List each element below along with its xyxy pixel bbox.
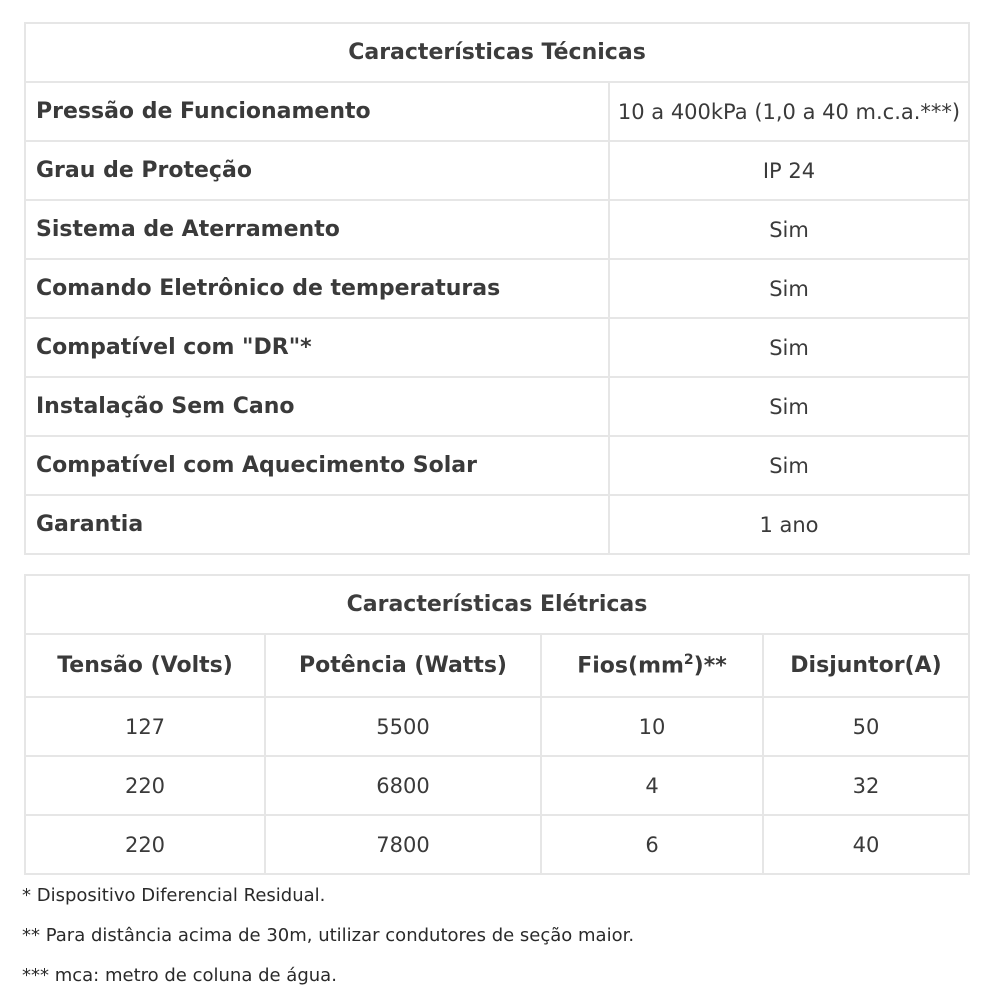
- breaker-cell: 32: [763, 756, 969, 815]
- spec-label: Compatível com Aquecimento Solar: [25, 436, 609, 495]
- table-row: [25, 200, 969, 259]
- spec-value: 10 a 400kPa (1,0 a 40 m.c.a.***): [609, 82, 969, 141]
- spec-value: Sim: [609, 377, 969, 436]
- footnote: *** mca: metro de coluna de água.: [22, 965, 337, 986]
- spec-label: Grau de Proteção: [25, 141, 609, 200]
- table-title-row: [25, 575, 969, 634]
- column-header-voltage: Tensão (Volts): [25, 634, 265, 697]
- spec-value: Sim: [609, 200, 969, 259]
- spec-value: Sim: [609, 318, 969, 377]
- table-row: [25, 756, 969, 815]
- spec-label: Garantia: [25, 495, 609, 554]
- table-row: [25, 815, 969, 874]
- voltage-cell: 127: [25, 697, 265, 756]
- electrical-specs-title: Características Elétricas: [25, 575, 969, 634]
- column-header-wires: [541, 634, 763, 697]
- footnote: ** Para distância acima de 30m, utilizar condutores de seção maior.: [22, 925, 635, 946]
- footnote: * Dispositivo Diferencial Residual.: [22, 885, 326, 906]
- table-row: [25, 141, 969, 200]
- table-row: [25, 259, 969, 318]
- spec-label: Comando Eletrônico de temperaturas: [25, 259, 609, 318]
- spec-label: Instalação Sem Cano: [25, 377, 609, 436]
- table-header-row: [25, 634, 969, 697]
- spec-value: IP 24: [609, 141, 969, 200]
- spec-label: Compatível com "DR"*: [25, 318, 609, 377]
- wires-header-prefix: Fios(mm: [577, 653, 684, 679]
- technical-specs-table: [24, 22, 970, 555]
- table-row: [25, 82, 969, 141]
- breaker-cell: 40: [763, 815, 969, 874]
- power-cell: 7800: [265, 815, 541, 874]
- spec-value: Sim: [609, 259, 969, 318]
- spec-value: 1 ano: [609, 495, 969, 554]
- wires-cell: 10: [541, 697, 763, 756]
- voltage-cell: 220: [25, 756, 265, 815]
- spec-value: Sim: [609, 436, 969, 495]
- technical-specs-title: Características Técnicas: [25, 23, 969, 82]
- table-title-row: [25, 23, 969, 82]
- table-row: [25, 495, 969, 554]
- table-row: [25, 697, 969, 756]
- wires-cell: 6: [541, 815, 763, 874]
- column-header-breaker: Disjuntor(A): [763, 634, 969, 697]
- spec-label: Pressão de Funcionamento: [25, 82, 609, 141]
- table-row: [25, 436, 969, 495]
- spec-label: Sistema de Aterramento: [25, 200, 609, 259]
- wires-cell: 4: [541, 756, 763, 815]
- breaker-cell: 50: [763, 697, 969, 756]
- column-header-power: Potência (Watts): [265, 634, 541, 697]
- table-row: [25, 318, 969, 377]
- wires-header-superscript: 2: [683, 652, 694, 669]
- voltage-cell: 220: [25, 815, 265, 874]
- electrical-specs-table: [24, 574, 970, 875]
- power-cell: 5500: [265, 697, 541, 756]
- power-cell: 6800: [265, 756, 541, 815]
- wires-header-suffix: )**: [693, 653, 727, 679]
- footnotes: [22, 876, 634, 996]
- table-row: [25, 377, 969, 436]
